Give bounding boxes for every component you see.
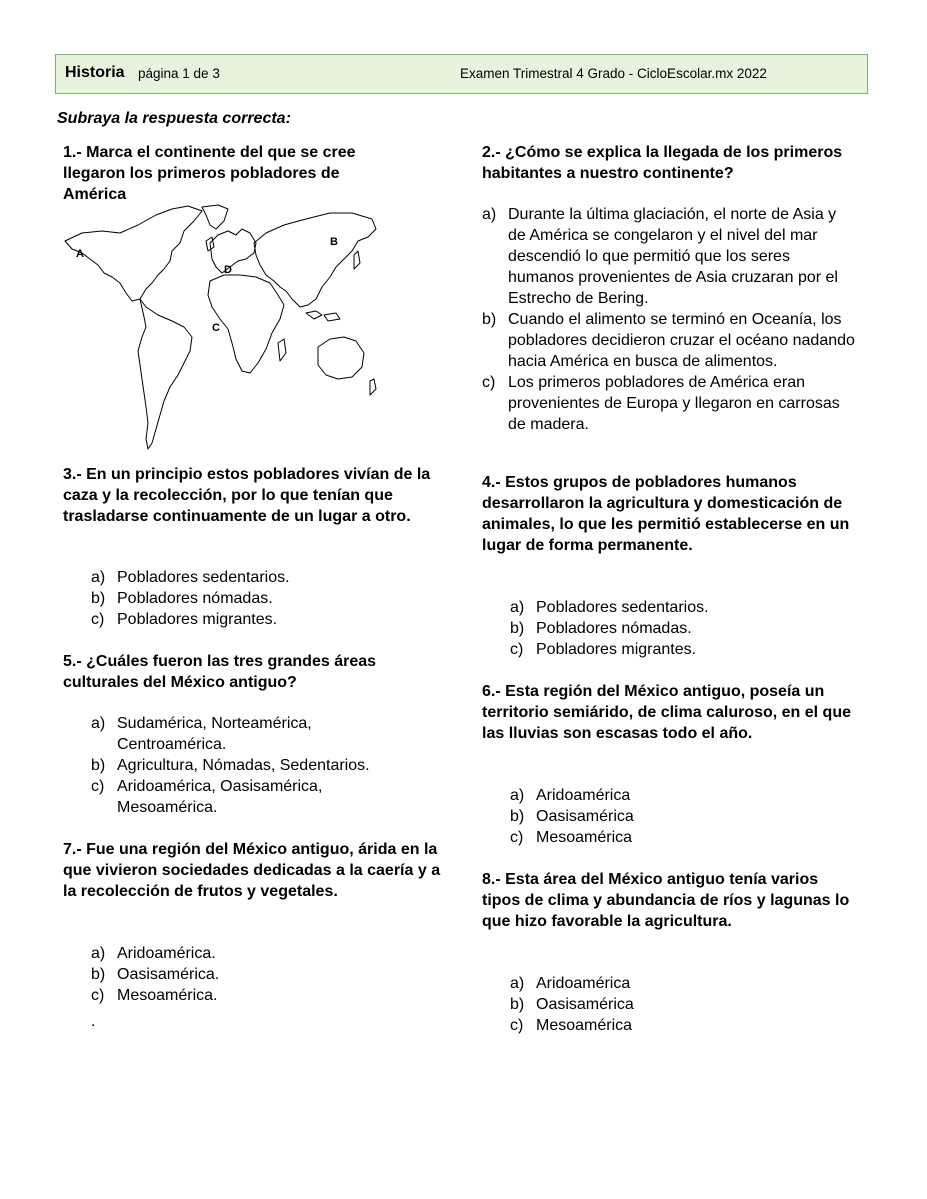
option-item[interactable] xyxy=(510,827,840,848)
question-4-options xyxy=(510,597,840,660)
option-letter: b) xyxy=(91,590,106,607)
option-text: Aridoamérica xyxy=(536,787,631,804)
option-letter: a) xyxy=(510,599,525,616)
question-2: 2.- ¿Cómo se explica la llegada de los primeros habitantes a nuestro continente? xyxy=(482,144,843,182)
page-indicator: página 1 de 3 xyxy=(138,66,220,81)
option-text: Pobladores migrantes. xyxy=(536,641,697,658)
option-item[interactable] xyxy=(510,639,840,660)
option-text: Mesoamérica. xyxy=(117,987,218,1004)
option-letter: a) xyxy=(91,945,106,962)
option-text: Aridoamérica. xyxy=(117,945,216,962)
option-item[interactable] xyxy=(91,755,381,776)
option-letter: b) xyxy=(91,966,106,983)
map-label-d: D xyxy=(224,264,232,276)
option-letter: b) xyxy=(91,757,106,774)
option-item[interactable] xyxy=(91,567,421,588)
option-letter: b) xyxy=(510,808,525,825)
option-text: Sudamérica, Norteamérica, Centroamérica. xyxy=(117,715,312,753)
option-item[interactable] xyxy=(510,1015,840,1036)
option-text: Mesoamérica xyxy=(536,1017,633,1034)
option-item[interactable] xyxy=(482,204,856,309)
question-8-options xyxy=(510,973,840,1036)
map-label-c: C xyxy=(212,322,220,334)
option-text: Oasisamérica xyxy=(536,808,634,825)
option-text: Pobladores migrantes. xyxy=(117,611,278,628)
option-text: Durante la última glaciación, el norte de Asia y de América se congelaron y el nivel del mar descendió lo que permitió que los seres humanos provenientes de Asia cruzaran por el Estrecho de Bering. xyxy=(508,206,838,307)
question-3: 3.- En un principio estos pobladores vivían de la caza y la recolección, por lo que tenían que trasladarse continuamente de un lugar a otro. xyxy=(63,466,431,525)
question-5: 5.- ¿Cuáles fueron las tres grandes áreas culturales del México antiguo? xyxy=(63,653,377,691)
option-item[interactable] xyxy=(510,973,840,994)
option-text: Los primeros pobladores de América eran provenientes de Europa y llegaron en carrosas de madera. xyxy=(508,374,840,433)
exam-title: Examen Trimestral 4 Grado - CicloEscolar.mx 2022 xyxy=(460,66,767,81)
option-letter: a) xyxy=(510,787,525,804)
option-letter: c) xyxy=(482,374,496,391)
option-letter: a) xyxy=(482,206,497,223)
question-7: 7.- Fue una región del México antiguo, árida en la que vivieron sociedades dedicadas a la caería y a la recolección de frutos y vegetales. xyxy=(63,841,441,900)
option-letter: c) xyxy=(510,829,524,846)
question-6: 6.- Esta región del México antiguo, poseía un territorio semiárido, de clima caluroso, en el que las lluvias son escasas todo el año. xyxy=(482,683,851,742)
option-letter: c) xyxy=(510,641,524,658)
question-7-options xyxy=(91,943,421,1006)
option-item[interactable] xyxy=(91,713,381,755)
question-3-options xyxy=(91,567,421,630)
option-item[interactable] xyxy=(482,372,856,435)
option-text: Agricultura, Nómadas, Sedentarios. xyxy=(117,757,370,774)
question-1: 1.- Marca el continente del que se cree llegaron los primeros pobladores de América xyxy=(63,144,356,203)
option-item[interactable] xyxy=(510,785,840,806)
question-2-options xyxy=(482,204,856,435)
option-text: Pobladores sedentarios. xyxy=(117,569,290,586)
option-item[interactable] xyxy=(91,588,421,609)
option-item[interactable] xyxy=(510,618,840,639)
option-text: Aridoamérica, Oasisamérica, Mesoamérica. xyxy=(117,778,323,816)
option-text: Pobladores sedentarios. xyxy=(536,599,709,616)
option-item[interactable] xyxy=(510,806,840,827)
option-item[interactable] xyxy=(510,597,840,618)
option-letter: b) xyxy=(510,996,525,1013)
option-item[interactable] xyxy=(91,776,381,818)
option-item[interactable] xyxy=(91,609,421,630)
question-5-options xyxy=(91,713,381,818)
map-label-b: B xyxy=(330,236,338,248)
question-4: 4.- Estos grupos de pobladores humanos desarrollaron la agricultura y domesticación de animales, lo que les permitió establecerse en un lugar de forma permanente. xyxy=(482,474,850,554)
option-item[interactable] xyxy=(91,985,421,1006)
map-label-a: A xyxy=(76,248,84,260)
option-letter: b) xyxy=(482,311,497,328)
option-text: Aridoamérica xyxy=(536,975,631,992)
option-text: Oasisamérica xyxy=(536,996,634,1013)
trailing-mark: . xyxy=(91,1013,96,1030)
option-letter: a) xyxy=(91,569,106,586)
page-header xyxy=(55,54,868,94)
subject-title: Historia xyxy=(65,64,125,81)
option-text: Mesoamérica xyxy=(536,829,633,846)
option-item[interactable] xyxy=(91,943,421,964)
option-text: Pobladores nómadas. xyxy=(117,590,273,607)
option-text: Pobladores nómadas. xyxy=(536,620,692,637)
option-letter: c) xyxy=(91,987,105,1004)
option-item[interactable] xyxy=(91,964,421,985)
option-text: Oasisamérica. xyxy=(117,966,220,983)
instruction: Subraya la respuesta correcta: xyxy=(57,110,291,127)
option-letter: a) xyxy=(91,715,106,732)
option-item[interactable] xyxy=(482,309,856,372)
option-letter: c) xyxy=(510,1017,524,1034)
world-map-image xyxy=(60,203,378,451)
option-item[interactable] xyxy=(510,994,840,1015)
question-8: 8.- Esta área del México antiguo tenía varios tipos de clima y abundancia de ríos y lagunas lo que hizo favorable la agricultura. xyxy=(482,871,850,930)
question-6-options xyxy=(510,785,840,848)
option-letter: c) xyxy=(91,611,105,628)
option-letter: c) xyxy=(91,778,105,795)
option-letter: a) xyxy=(510,975,525,992)
option-text: Cuando el alimento se terminó en Oceanía, los pobladores decidieron cruzar el océano nadando hacia América en busca de alimentos. xyxy=(508,311,855,370)
option-letter: b) xyxy=(510,620,525,637)
